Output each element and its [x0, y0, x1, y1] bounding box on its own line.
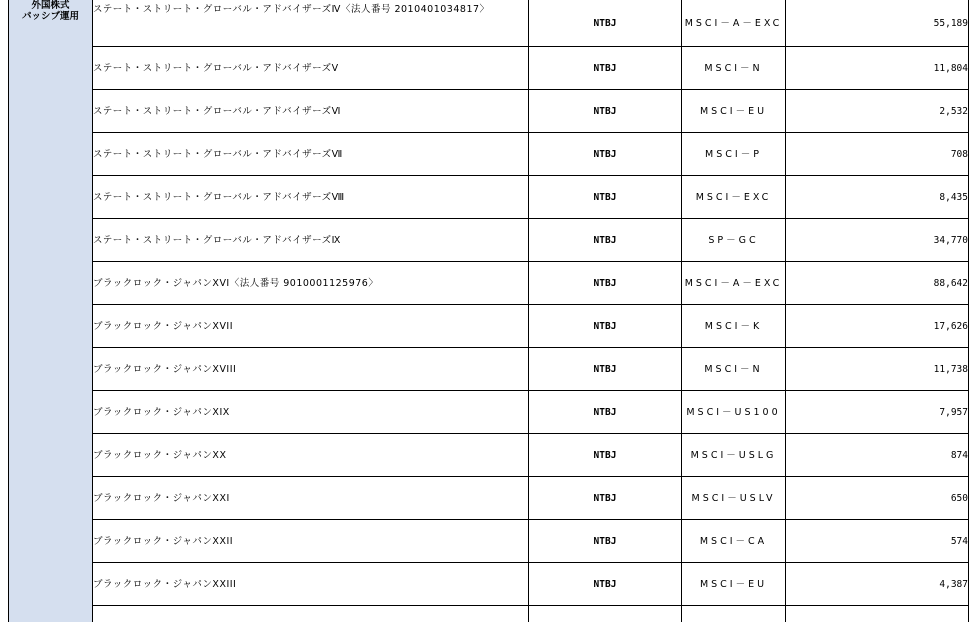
amount-cell: 2,532 [786, 90, 969, 133]
table-row [9, 176, 969, 219]
table-row [9, 348, 969, 391]
amount-cell: 11,738 [786, 348, 969, 391]
table-row [9, 0, 969, 47]
amount-cell: 8,435 [786, 176, 969, 219]
table-row [9, 434, 969, 477]
amount-cell: 55,189 [786, 0, 969, 47]
amount-cell: 574 [786, 520, 969, 563]
custodian-code-cell: NTBJ [529, 0, 682, 47]
benchmark-index-cell: MSCI－EXC [682, 176, 786, 219]
custodian-code-cell: NTBJ [529, 348, 682, 391]
manager-name-cell: ステート・ストリート・グローバル・アドバイザーズⅤ [93, 47, 529, 90]
table-row [9, 219, 969, 262]
custodian-code-cell: NTBJ [529, 434, 682, 477]
manager-name-cell: ブラックロック・ジャパンXXIII [93, 563, 529, 606]
benchmark-index-cell: MSCI－US100 [682, 391, 786, 434]
benchmark-index-cell: SP－GC [682, 219, 786, 262]
table-row [9, 133, 969, 176]
benchmark-index-cell: MSCI－K [682, 305, 786, 348]
manager-name-cell: ステート・ストリート・グローバル・アドバイザーズⅣ〈法人番号 2010401034817〉 [93, 0, 529, 47]
amount-cell: 650 [786, 477, 969, 520]
benchmark-index-cell: MSCI－N [682, 348, 786, 391]
custodian-code-cell: NTBJ [529, 176, 682, 219]
manager-name-cell: ステート・ストリート・グローバル・アドバイザーズⅨ [93, 219, 529, 262]
table-row [9, 563, 969, 606]
amount-cell: 17,626 [786, 305, 969, 348]
benchmark-index-cell: MSCI－A－EXC [682, 262, 786, 305]
amount-cell: 88,642 [786, 262, 969, 305]
manager-name-cell: ブラックロック・ジャパンXIX [93, 391, 529, 434]
table-cell [786, 606, 969, 622]
manager-name-cell: ブラックロック・ジャパンXX [93, 434, 529, 477]
custodian-code-cell: NTBJ [529, 219, 682, 262]
benchmark-index-cell: MSCI－EU [682, 563, 786, 606]
benchmark-index-cell: MSCI－EU [682, 90, 786, 133]
table-cell [529, 606, 682, 622]
custodian-code-cell: NTBJ [529, 90, 682, 133]
amount-cell: 34,770 [786, 219, 969, 262]
manager-name-cell: ブラックロック・ジャパンXVI〈法人番号 9010001125976〉 [93, 262, 529, 305]
category-label-line1: 外国株式 [31, 0, 70, 11]
benchmark-index-cell: MSCI－USLV [682, 477, 786, 520]
table-row [9, 520, 969, 563]
amount-cell: 708 [786, 133, 969, 176]
custodian-code-cell: NTBJ [529, 305, 682, 348]
benchmark-index-cell: MSCI－USLG [682, 434, 786, 477]
manager-name-cell: ブラックロック・ジャパンXVII [93, 305, 529, 348]
benchmark-index-cell: MSCI－CA [682, 520, 786, 563]
category-cell [9, 0, 93, 622]
category-label-line2: パッシブ運用 [21, 11, 79, 22]
custodian-code-cell: NTBJ [529, 477, 682, 520]
table-row [9, 90, 969, 133]
table-row [9, 262, 969, 305]
table-cell [93, 606, 529, 622]
custodian-code-cell: NTBJ [529, 47, 682, 90]
manager-name-cell: ブラックロック・ジャパンXXI [93, 477, 529, 520]
custodian-code-cell: NTBJ [529, 133, 682, 176]
table-row [9, 391, 969, 434]
manager-name-cell: ステート・ストリート・グローバル・アドバイザーズⅦ [93, 133, 529, 176]
table-row [9, 477, 969, 520]
table-row [9, 47, 969, 90]
amount-cell: 874 [786, 434, 969, 477]
amount-cell: 7,957 [786, 391, 969, 434]
custodian-code-cell: NTBJ [529, 563, 682, 606]
manager-name-cell: ブラックロック・ジャパンXXII [93, 520, 529, 563]
table-cell [682, 606, 786, 622]
table-row-continued [9, 606, 969, 622]
custodian-code-cell: NTBJ [529, 520, 682, 563]
mandate-table [8, 0, 969, 622]
benchmark-index-cell: MSCI－P [682, 133, 786, 176]
custodian-code-cell: NTBJ [529, 262, 682, 305]
benchmark-index-cell: MSCI－N [682, 47, 786, 90]
manager-name-cell: ステート・ストリート・グローバル・アドバイザーズⅧ [93, 176, 529, 219]
amount-cell: 11,804 [786, 47, 969, 90]
amount-cell: 4,387 [786, 563, 969, 606]
table-row [9, 305, 969, 348]
custodian-code-cell: NTBJ [529, 391, 682, 434]
manager-name-cell: ブラックロック・ジャパンXVIII [93, 348, 529, 391]
manager-name-cell: ステート・ストリート・グローバル・アドバイザーズⅥ [93, 90, 529, 133]
benchmark-index-cell: MSCI－A－EXC [682, 0, 786, 47]
